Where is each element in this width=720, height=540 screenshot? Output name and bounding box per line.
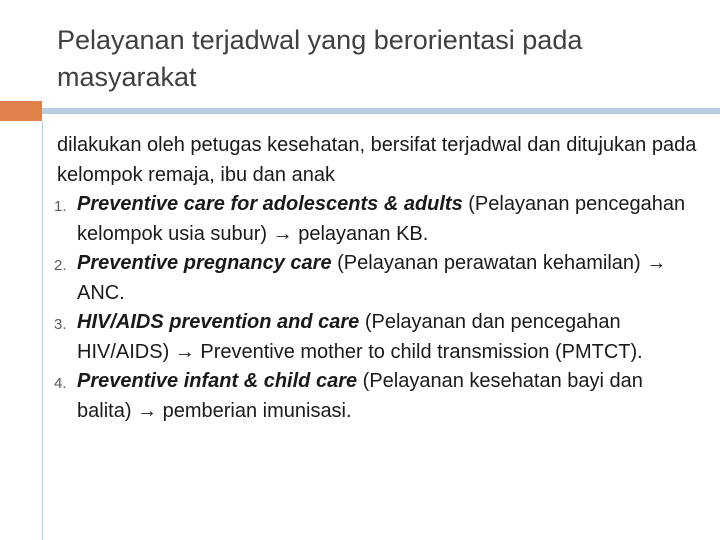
item-number: 1. bbox=[54, 198, 67, 215]
item-number: 3. bbox=[54, 316, 67, 333]
title-divider bbox=[42, 108, 720, 114]
accent-block bbox=[0, 101, 42, 121]
item-text: (Pelayanan dan pencegahan HIV/AIDS) → Preventive mother to child transmission (PMTCT). bbox=[77, 311, 643, 363]
list-item bbox=[54, 308, 697, 367]
list-item bbox=[54, 249, 697, 308]
item-text: (Pelayanan kesehatan bayi dan balita) → pemberian imunisasi. bbox=[77, 370, 643, 422]
slide-title: Pelayanan terjadwal yang berorientasi pada masyarakat bbox=[57, 25, 583, 92]
slide-body bbox=[54, 131, 697, 426]
service-list bbox=[54, 190, 697, 426]
left-divider bbox=[42, 121, 43, 540]
intro-text: dilakukan oleh petugas kesehatan, bersifat terjadwal dan ditujukan pada kelompok remaja, ibu dan anak bbox=[57, 134, 697, 186]
item-number: 4. bbox=[54, 375, 67, 392]
item-emphasis: Preventive infant & child care bbox=[77, 370, 358, 392]
list-item bbox=[54, 367, 697, 426]
item-text: (Pelayanan perawatan kehamilan) → ANC. bbox=[77, 252, 667, 304]
item-number: 2. bbox=[54, 257, 67, 274]
item-emphasis: Preventive pregnancy care bbox=[77, 252, 332, 274]
item-emphasis: HIV/AIDS prevention and care bbox=[77, 311, 360, 333]
list-item bbox=[54, 190, 697, 249]
item-text: (Pelayanan pencegahan kelompok usia subur) → pelayanan KB. bbox=[77, 193, 686, 245]
item-emphasis: Preventive care for adolescents & adults bbox=[77, 193, 463, 215]
